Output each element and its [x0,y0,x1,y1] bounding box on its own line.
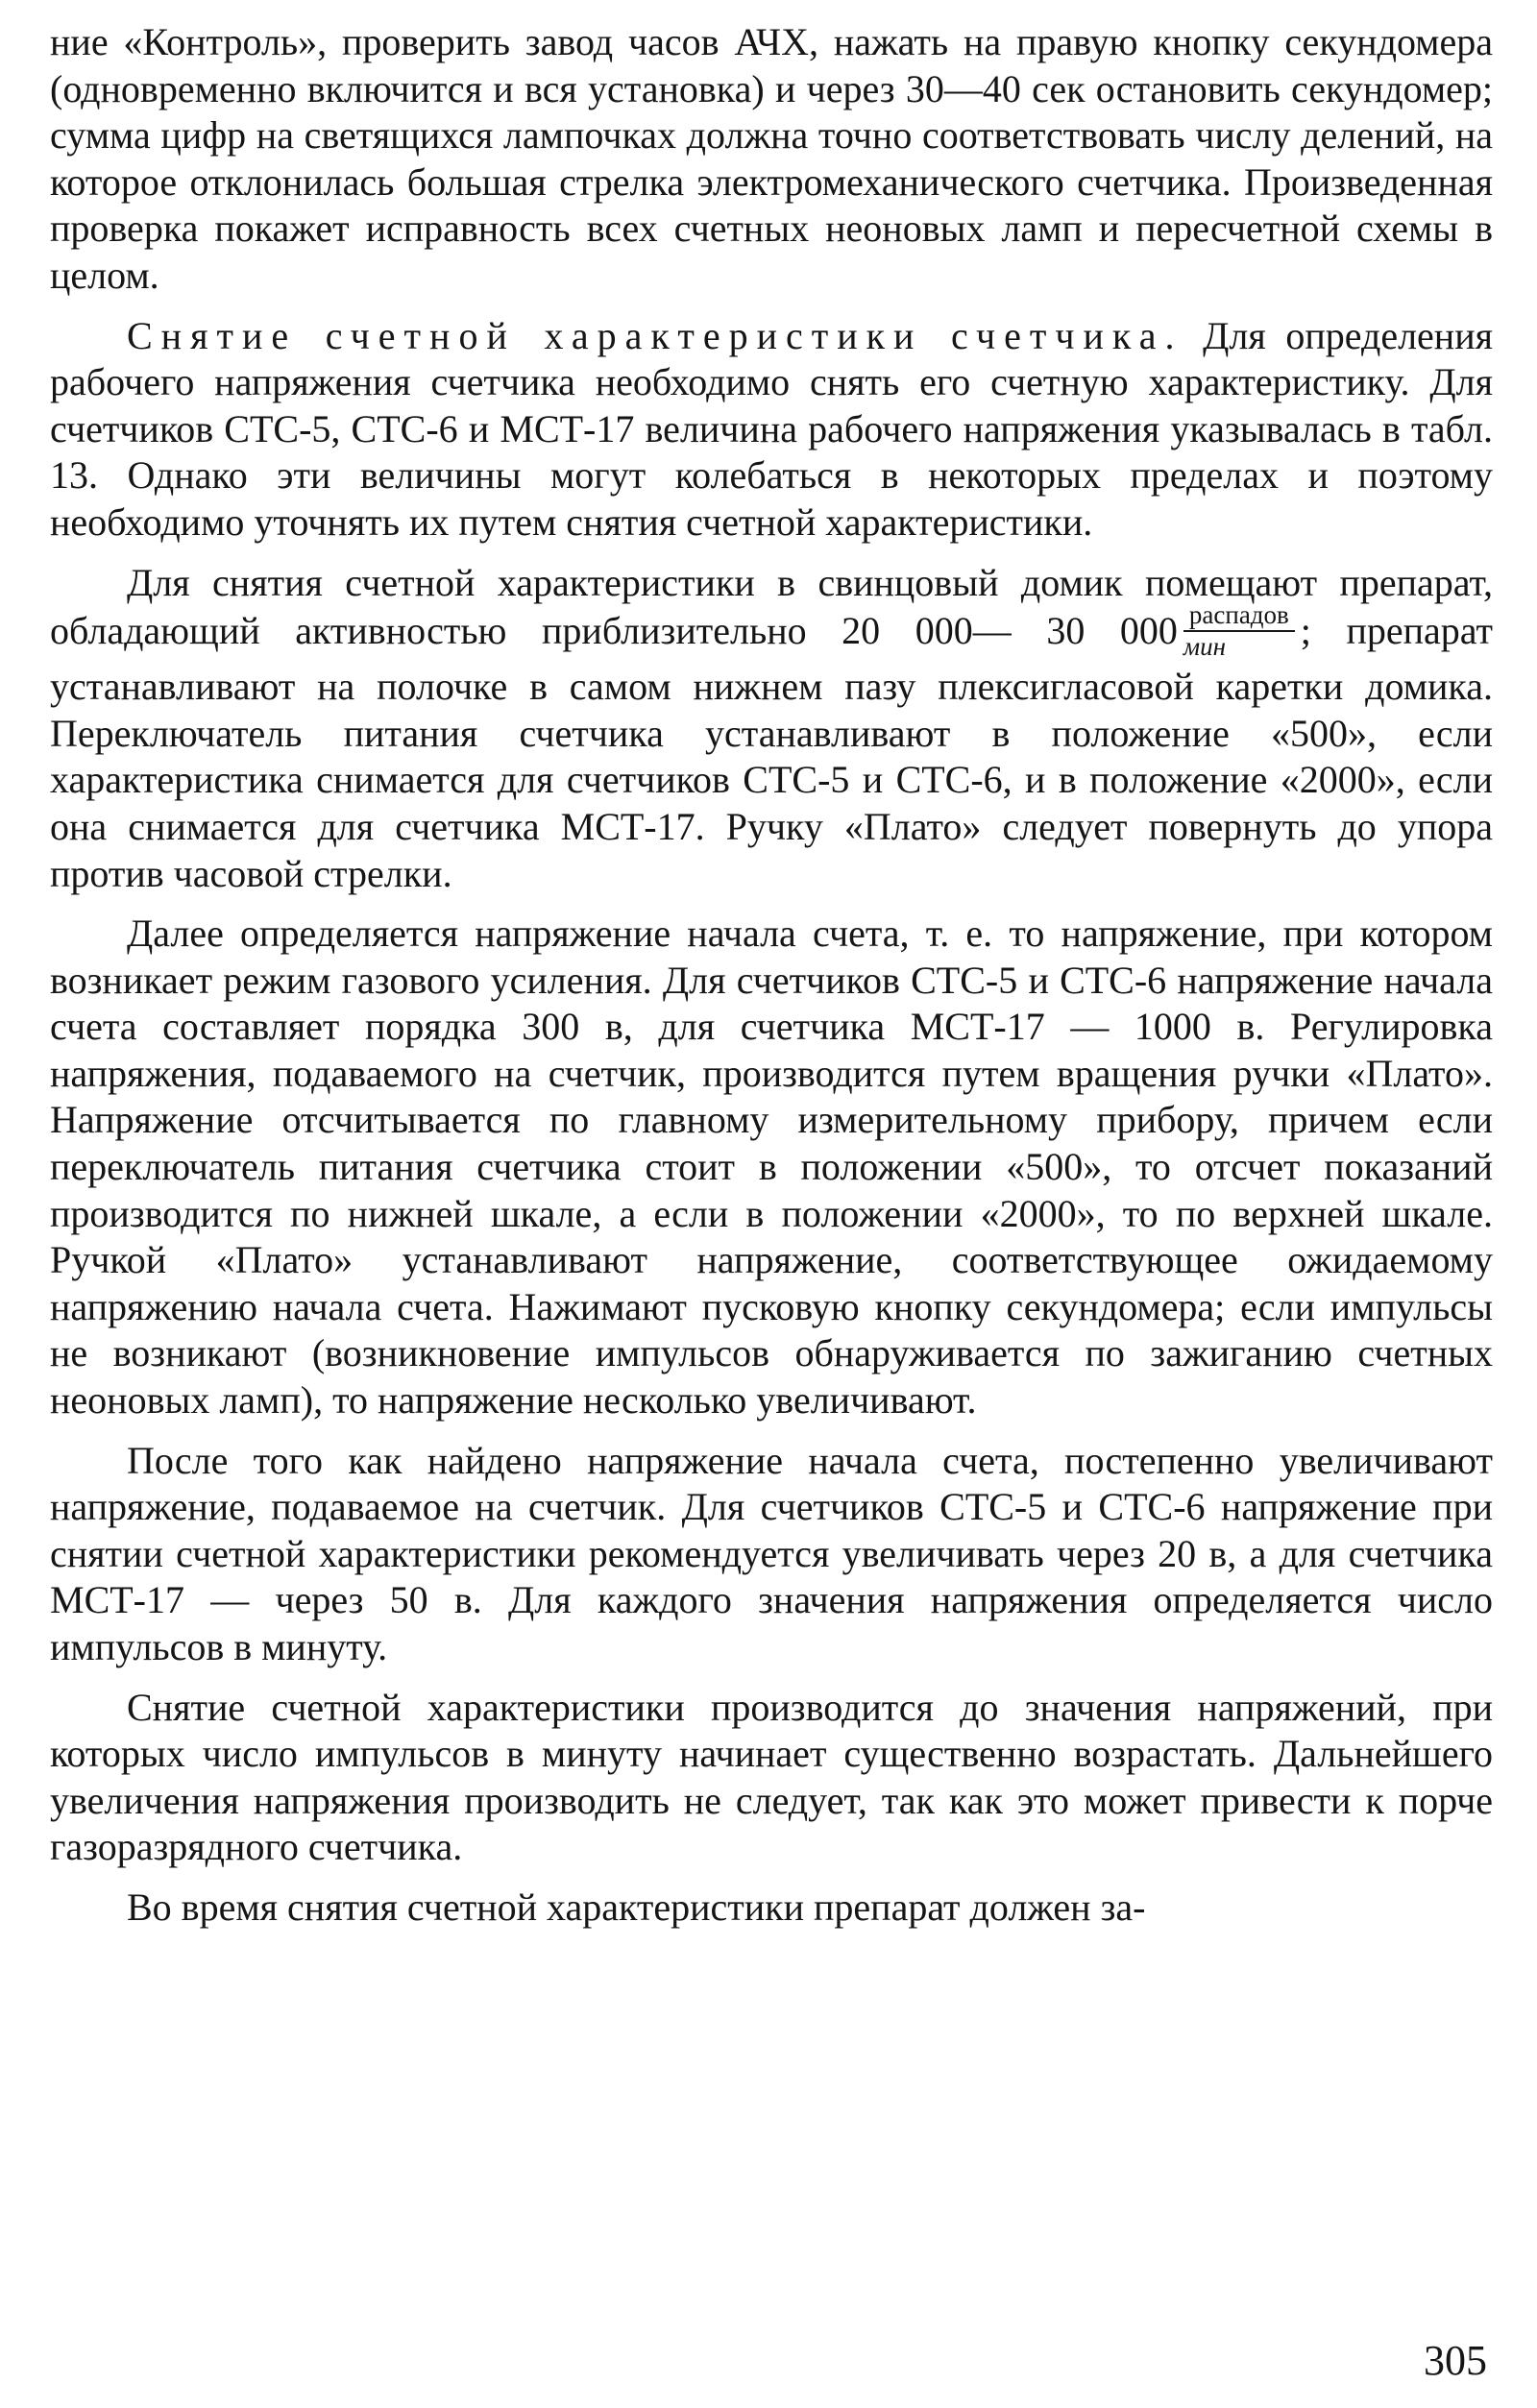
section-heading-inline: Снятие счетной характеристики счетчика. [127,313,1183,357]
paragraph-text: Во время снятия счетной характеристики препарат должен за- [127,1885,1146,1929]
paragraph-counting-characteristic [50,313,1493,547]
activity-unit-fraction [1183,602,1295,660]
paragraph-text: Снятие счетной характеристики производится до значения напряжений, при которых число импульсов в минуту начинает существенно возрастать. Дальнейшего увеличения напряжения производить не следует, так как это может привести к порче газоразрядного счетчика. [50,1685,1493,1869]
paragraph-text: Для определения рабочего напряжения счетчика необходимо снять его счетную характеристику. Для счетчиков СТС-5, СТС-6 и МСТ-17 величина рабочего напряжения указывалась в табл. 13. Однако эти величины могут колебаться в некоторых пределах и поэтому необходимо уточнять их путем снятия счетной характеристики. [50,313,1493,544]
paragraph-continuation [50,1885,1493,1932]
paragraph-text: ; препарат устанавливают на полочке в самом нижнем пазу плексигласовой каретки домика. Переключатель питания счетчика устанавливают в положение «500», если характеристика снимается для счетчиков СТС-5 и СТС-6, и в положение «2000», если она снимается для счетчика МСТ-17. Ручку «Плато» следует повернуть до упора против часовой стрелки. [50,609,1494,895]
paragraph-control-check [50,19,1493,300]
fraction-denominator: мин [1183,632,1227,662]
paragraph-characteristic-limit [50,1685,1493,1871]
paragraph-source-placement [50,560,1493,898]
paragraph-text: Для снятия счетной характеристики в свинцовый домик помещают препарат, обладающий активностью приблизительно 20 000— 30 000 [50,560,1493,653]
page-number: 305 [1424,2337,1487,2384]
paragraph-start-voltage [50,911,1493,1424]
paragraph-voltage-increase [50,1438,1493,1671]
paragraph-text: ние «Контроль», проверить завод часов АЧХ, нажать на правую кнопку секундомера (одновременно включится и вся установка) и через 30—40 сек остановить секундомер; сумма цифр на светящихся лампочках должна точно соответствовать числу делений, на которое отклонилась большая стрелка электромеханического счетчика. Произведенная проверка покажет исправность всех счетных неоновых ламп и пересчетной схемы в целом. [50,20,1493,297]
fraction-numerator: распадов [1183,602,1295,632]
paragraph-text: Далее определяется напряжение начала счета, т. е. то напряжение, при котором возникает режим газового усиления. Для счетчиков СТС-5 и СТС-6 напряжение начала счета составляет порядка 300 в, для счетчика МСТ-17 — 1000 в. Регулировка напряжения, подаваемого на счетчик, производится путем вращения ручки «Плато». Напряжение отсчитывается по главному измерительному прибору, причем если переключатель питания счетчика стоит в положении «500», то отсчет показаний производится по нижней шкале, а если в положении «2000», то по верхней шкале. Ручкой «Плато» устанавливают напряжение, соответствующее ожидаемому напряжению начала счета. Нажимают пусковую кнопку секундомера; если импульсы не возникают (возникновение импульсов обнаруживается по зажиганию счетных неоновых ламп), то напряжение несколько увеличивают. [50,912,1493,1423]
paragraph-text: После того как найдено напряжение начала счета, постепенно увеличивают напряжение, подаваемое на счетчик. Для счетчиков СТС-5 и СТС-6 напряжение при снятии счетной характеристики рекомендуется увеличивать через 20 в, а для счетчика МСТ-17 — через 50 в. Для каждого значения напряжения определяется число импульсов в минуту. [50,1438,1493,1668]
